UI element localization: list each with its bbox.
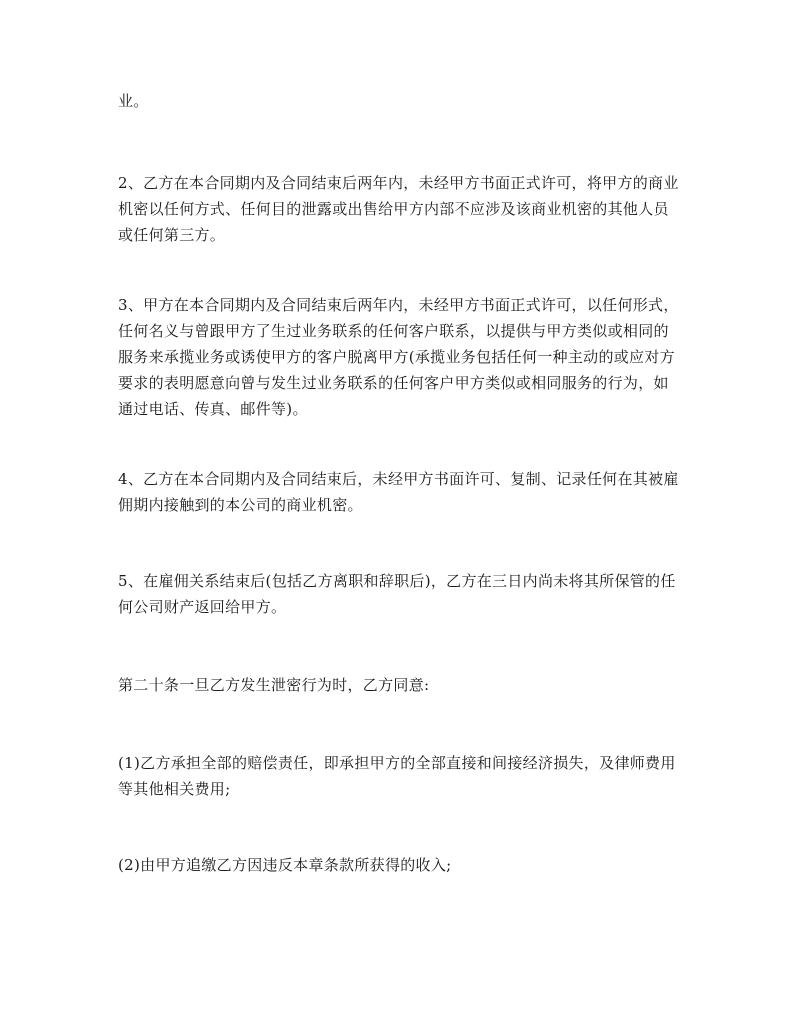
paragraph-continuation: 业。 (118, 92, 149, 110)
paragraph-clause-5: 5、在雇佣关系结束后(包括乙方离职和辞职后)，乙方在三日内尚未将其所保管的任何公司财产返回给甲方。 (118, 572, 676, 616)
paragraph-item-2: (2)由甲方追缴乙方因违反本章条款所获得的收入; (118, 856, 452, 874)
paragraph-item-1: (1)乙方承担全部的赔偿责任，即承担甲方的全部直接和间接经济损失，及律师费用等其他相关费用; (118, 754, 676, 798)
paragraph-clause-4: 4、乙方在本合同期内及合同结束后，未经甲方书面许可、复制、记录任何在其被雇佣期内接触到的本公司的商业机密。 (118, 470, 679, 514)
paragraph-article-20: 第二十条一旦乙方发生泄密行为时，乙方同意: (118, 676, 430, 694)
paragraph-clause-3: 3、甲方在本合同期内及合同结束后两年内，未经甲方书面正式许可，以任何形式，任何名义与曾跟甲方了生过业务联系的任何客户联系，以提供与甲方类似或相同的服务来承揽业务或诱使甲方的客户脱离甲方(承揽业务包括任何一种主动的或应对方要求的表明愿意向曾与发生过业务联系的任何客户甲方类似或相同服务的行为，如通过电话、传真、邮件等)。 (118, 296, 679, 418)
paragraph-clause-2: 2、乙方在本合同期内及合同结束后两年内，未经甲方书面正式许可，将甲方的商业机密以任何方式、任何目的泄露或出售给甲方内部不应涉及该商业机密的其他人员或任何第三方。 (118, 174, 679, 244)
